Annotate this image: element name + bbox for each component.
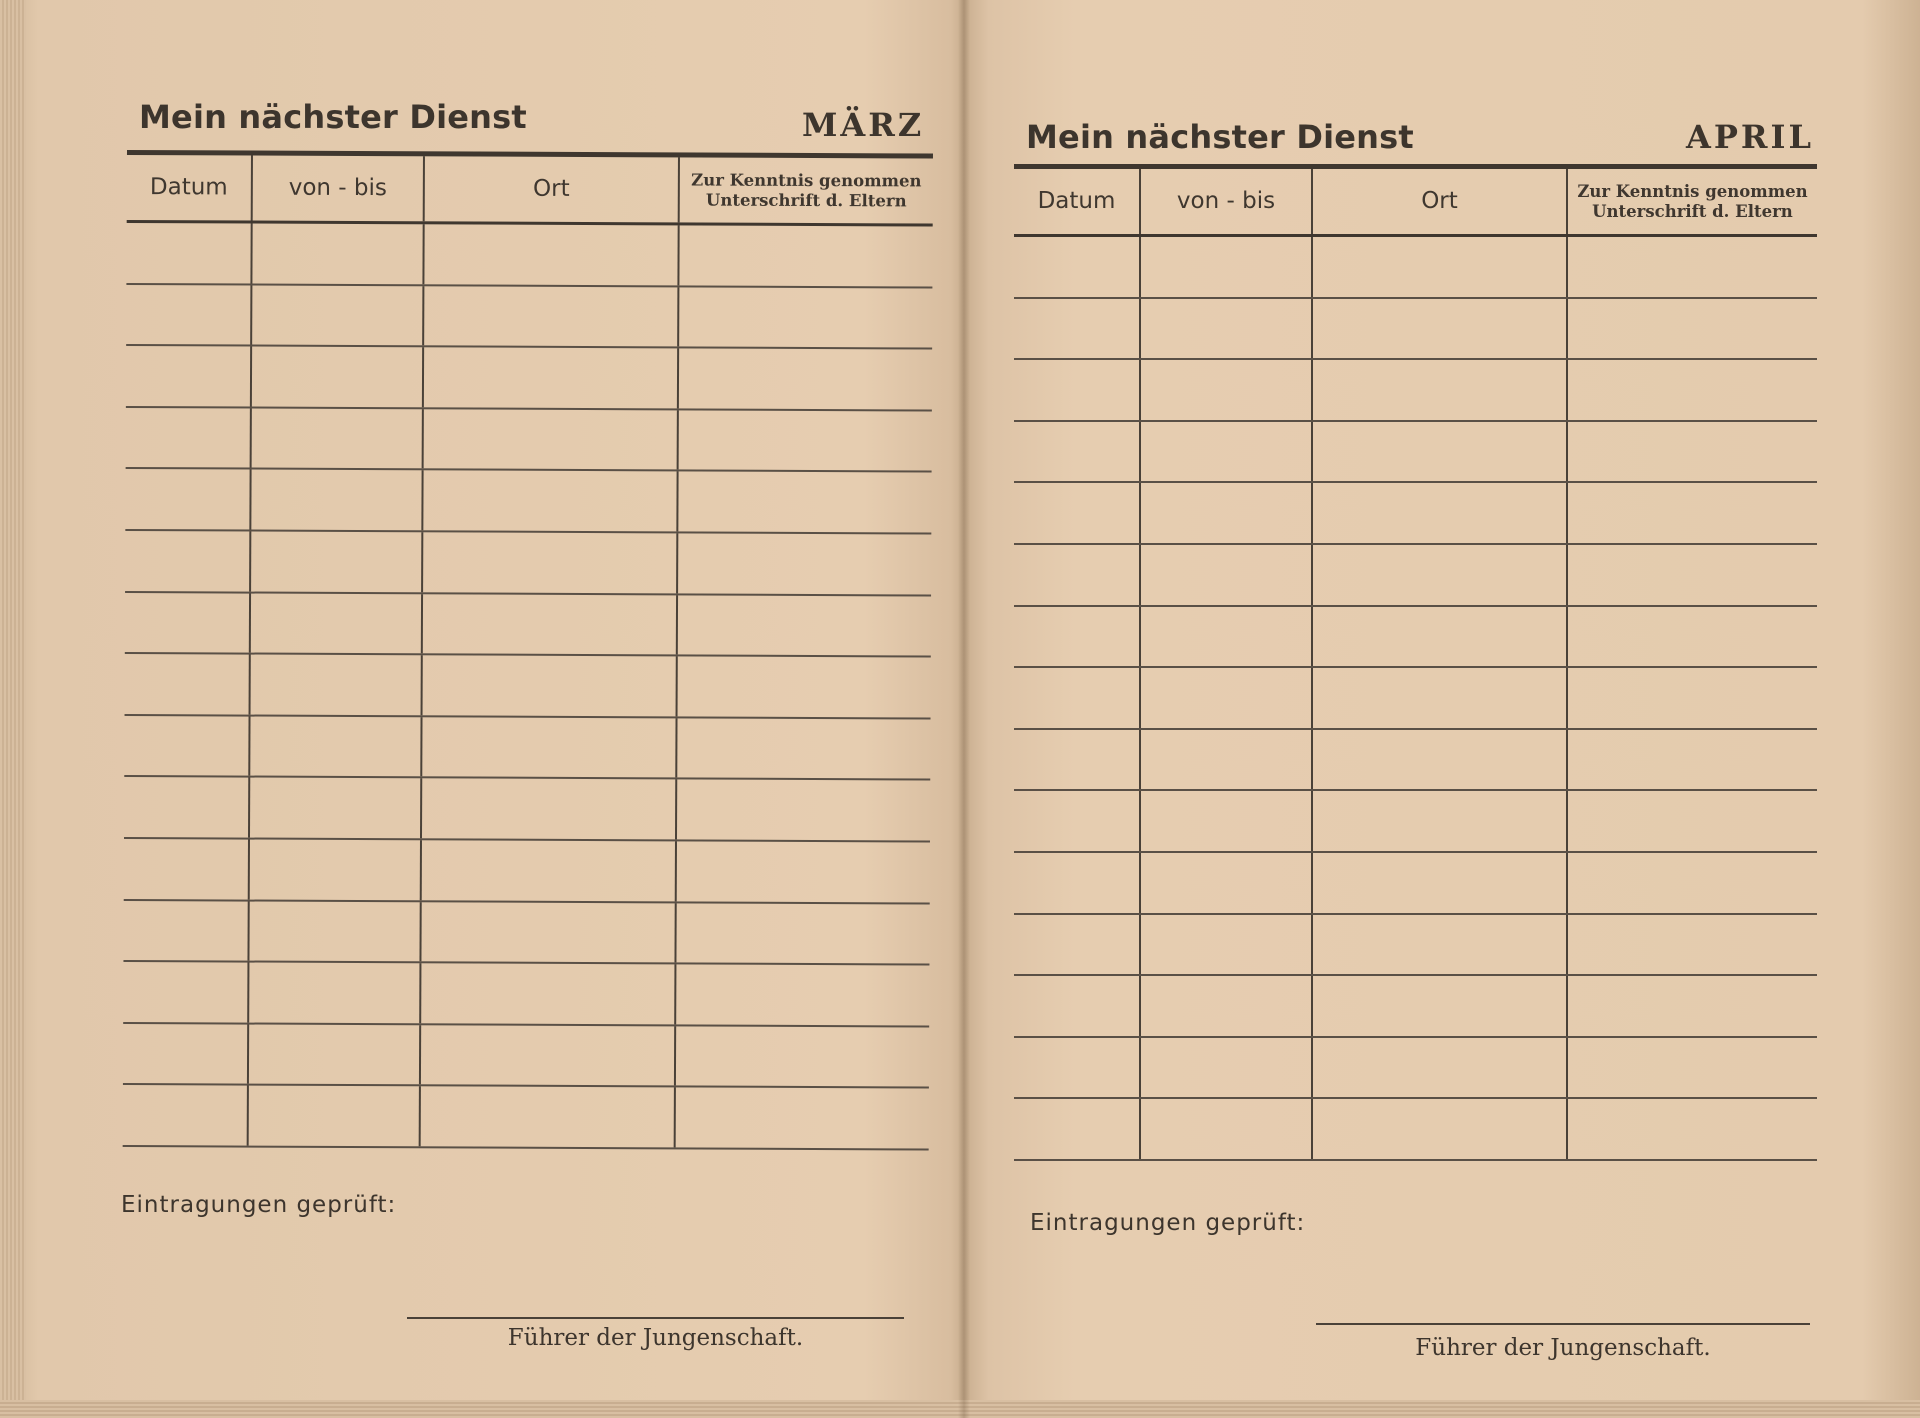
table-row [124,839,930,904]
table-row [125,469,931,534]
column-header-von-bis: von - bis [1141,169,1313,234]
signature-caption: Führer der Jungenschaft. [507,1325,804,1351]
table-cell [1141,915,1313,975]
table-row [1014,607,1817,669]
table-cell [126,285,252,345]
table-cell [678,595,931,656]
table-cell [1568,730,1817,790]
table-cell [1014,730,1141,790]
table-row [125,531,931,596]
table-cell [1568,483,1817,543]
table-cell [249,963,421,1023]
column-header-kenntnis [1568,169,1817,234]
table-cell [1568,607,1817,667]
table-cell [1313,791,1568,851]
table-row [126,408,932,473]
table-row [126,346,932,411]
table-cell [421,902,676,963]
table-cell [1313,607,1568,667]
month-title: MÄRZ [802,106,925,144]
page-heading: Mein nächster Dienst [1026,118,1414,156]
table-cell [676,903,929,964]
table-cell [252,224,424,284]
table-cell [124,716,250,776]
table-cell [126,408,252,468]
table-row [1014,668,1817,730]
table-cell [1014,976,1141,1036]
table-cell [1014,915,1141,975]
column-header-ort: Ort [1313,169,1568,234]
table-cell [1014,545,1141,605]
table-cell [423,532,678,593]
table-cell [1141,791,1313,851]
table-cell [421,963,676,1024]
table-cell [125,469,251,529]
table-cell [250,839,422,899]
table-cell [251,655,423,715]
table-row [123,1085,929,1150]
table-cell [1141,299,1313,359]
table-cell [123,901,249,961]
table-cell [422,840,677,901]
table-cell [424,224,679,285]
table-cell [1014,1099,1141,1159]
table-cell [1141,853,1313,913]
table-cell [1313,915,1568,975]
table-cell [1141,607,1313,667]
table-cell [1568,853,1817,913]
month-title: APRIL [1686,118,1814,156]
table-row [123,1024,929,1089]
table-cell [1141,545,1313,605]
table-cell [1568,299,1817,359]
table-cell [676,1088,929,1149]
table-cell [1568,237,1817,297]
signature-line [407,1317,904,1319]
column-header-kenntnis-line1: Zur Kenntnis genommen [1577,181,1808,201]
column-header-ort: Ort [425,156,680,222]
service-table [1014,164,1817,1161]
table-cell [125,654,251,714]
table-cell [252,408,424,468]
table-cell [1568,422,1817,482]
column-header-kenntnis [680,157,933,223]
table-cell [1014,422,1141,482]
table-cell [123,1085,249,1145]
entries-checked-label: Eintragungen geprüft: [121,1192,397,1218]
table-cell [679,349,932,410]
table-cell [1568,1038,1817,1098]
table-cell [423,471,678,532]
table-row [1014,483,1817,545]
table-cell [679,225,932,286]
table-cell [1568,791,1817,851]
table-cell [1141,237,1313,297]
table-row [126,223,932,288]
table-cell [250,716,422,776]
table-row [123,901,929,966]
table-row [1014,791,1817,853]
table-row [124,716,930,781]
table-cell [1568,915,1817,975]
signature-caption: Führer der Jungenschaft. [1415,1335,1711,1361]
table-cell [250,778,422,838]
table-cell [124,777,250,837]
column-header-datum: Datum [127,155,253,221]
table-cell [678,533,931,594]
table-cell [249,901,421,961]
table-cell [421,1087,676,1148]
table-cell [252,285,424,345]
table-cell [1313,360,1568,420]
table-cell [251,593,423,653]
table-cell [677,718,930,779]
table-cell [1313,1099,1568,1159]
table-row [1014,360,1817,422]
table-cell [676,965,929,1026]
table-row [124,777,930,842]
column-header-kenntnis-line2: Unterschrift d. Eltern [705,190,907,210]
table-cell [421,1025,676,1086]
table-cell [423,655,678,716]
table-row [1014,853,1817,915]
table-cell [677,780,930,841]
table-cell [422,779,677,840]
table-body [1014,237,1817,1161]
table-cell [1568,976,1817,1036]
table-cell [123,962,249,1022]
table-row [1014,545,1817,607]
table-cell [1014,1038,1141,1098]
table-cell [423,594,678,655]
page-april [960,0,1920,1418]
table-cell [125,593,251,653]
table-cell [1141,1038,1313,1098]
table-row [1014,299,1817,361]
entries-checked-label: Eintragungen geprüft: [1030,1210,1306,1236]
table-body [123,223,933,1150]
table-cell [1014,299,1141,359]
table-cell [679,287,932,348]
table-cell [677,841,930,902]
table-cell [1313,976,1568,1036]
table-cell [1313,237,1568,297]
table-cell [1141,360,1313,420]
page-heading: Mein nächster Dienst [139,98,527,136]
table-cell [1313,422,1568,482]
table-cell [679,410,932,471]
table-cell [251,532,423,592]
table-cell [1313,730,1568,790]
table-cell [678,472,931,533]
column-header-kenntnis-line1: Zur Kenntnis genommen [691,170,922,191]
table-cell [424,286,679,347]
signature-line [1316,1323,1810,1325]
table-cell [1568,360,1817,420]
table-cell [676,1026,929,1087]
table-row [1014,1038,1817,1100]
table-row [126,285,932,350]
table-row [1014,237,1817,299]
table-cell [424,347,679,408]
table-cell [249,1024,421,1084]
column-header-datum: Datum [1014,169,1141,234]
table-cell [1313,668,1568,728]
table-cell [1568,668,1817,728]
table-cell [1313,1038,1568,1098]
table-cell [123,1024,249,1084]
table-cell [1313,853,1568,913]
table-cell [1014,483,1141,543]
column-header-von-bis: von - bis [253,156,425,222]
table-cell [1313,483,1568,543]
table-cell [252,347,424,407]
table-row [125,593,931,658]
table-cell [1141,422,1313,482]
table-cell [1014,791,1141,851]
table-cell [1141,976,1313,1036]
table-row [1014,1099,1817,1161]
table-cell [1014,668,1141,728]
table-cell [1313,299,1568,359]
table-cell [1014,853,1141,913]
table-cell [249,1086,421,1146]
table-cell [1014,607,1141,667]
table-cell [1313,545,1568,605]
table-row [1014,915,1817,977]
table-cell [1014,360,1141,420]
column-header-kenntnis-line2: Unterschrift d. Eltern [1592,201,1793,221]
table-cell [126,223,252,283]
table-cell [1141,668,1313,728]
table-cell [424,409,679,470]
table-cell [251,470,423,530]
table-row [123,962,929,1027]
table-cell [1014,237,1141,297]
table-cell [1568,545,1817,605]
table-cell [1141,730,1313,790]
table-cell [1141,1099,1313,1159]
table-cell [125,531,251,591]
table-cell [1141,483,1313,543]
table-cell [126,346,252,406]
table-cell [678,657,931,718]
table-header [127,155,933,227]
table-cell [1568,1099,1817,1159]
table-cell [422,717,677,778]
table-row [1014,730,1817,792]
table-row [1014,422,1817,484]
table-header [1014,169,1817,237]
service-table [123,150,933,1150]
table-row [125,654,931,719]
table-row [1014,976,1817,1038]
table-cell [124,839,250,899]
